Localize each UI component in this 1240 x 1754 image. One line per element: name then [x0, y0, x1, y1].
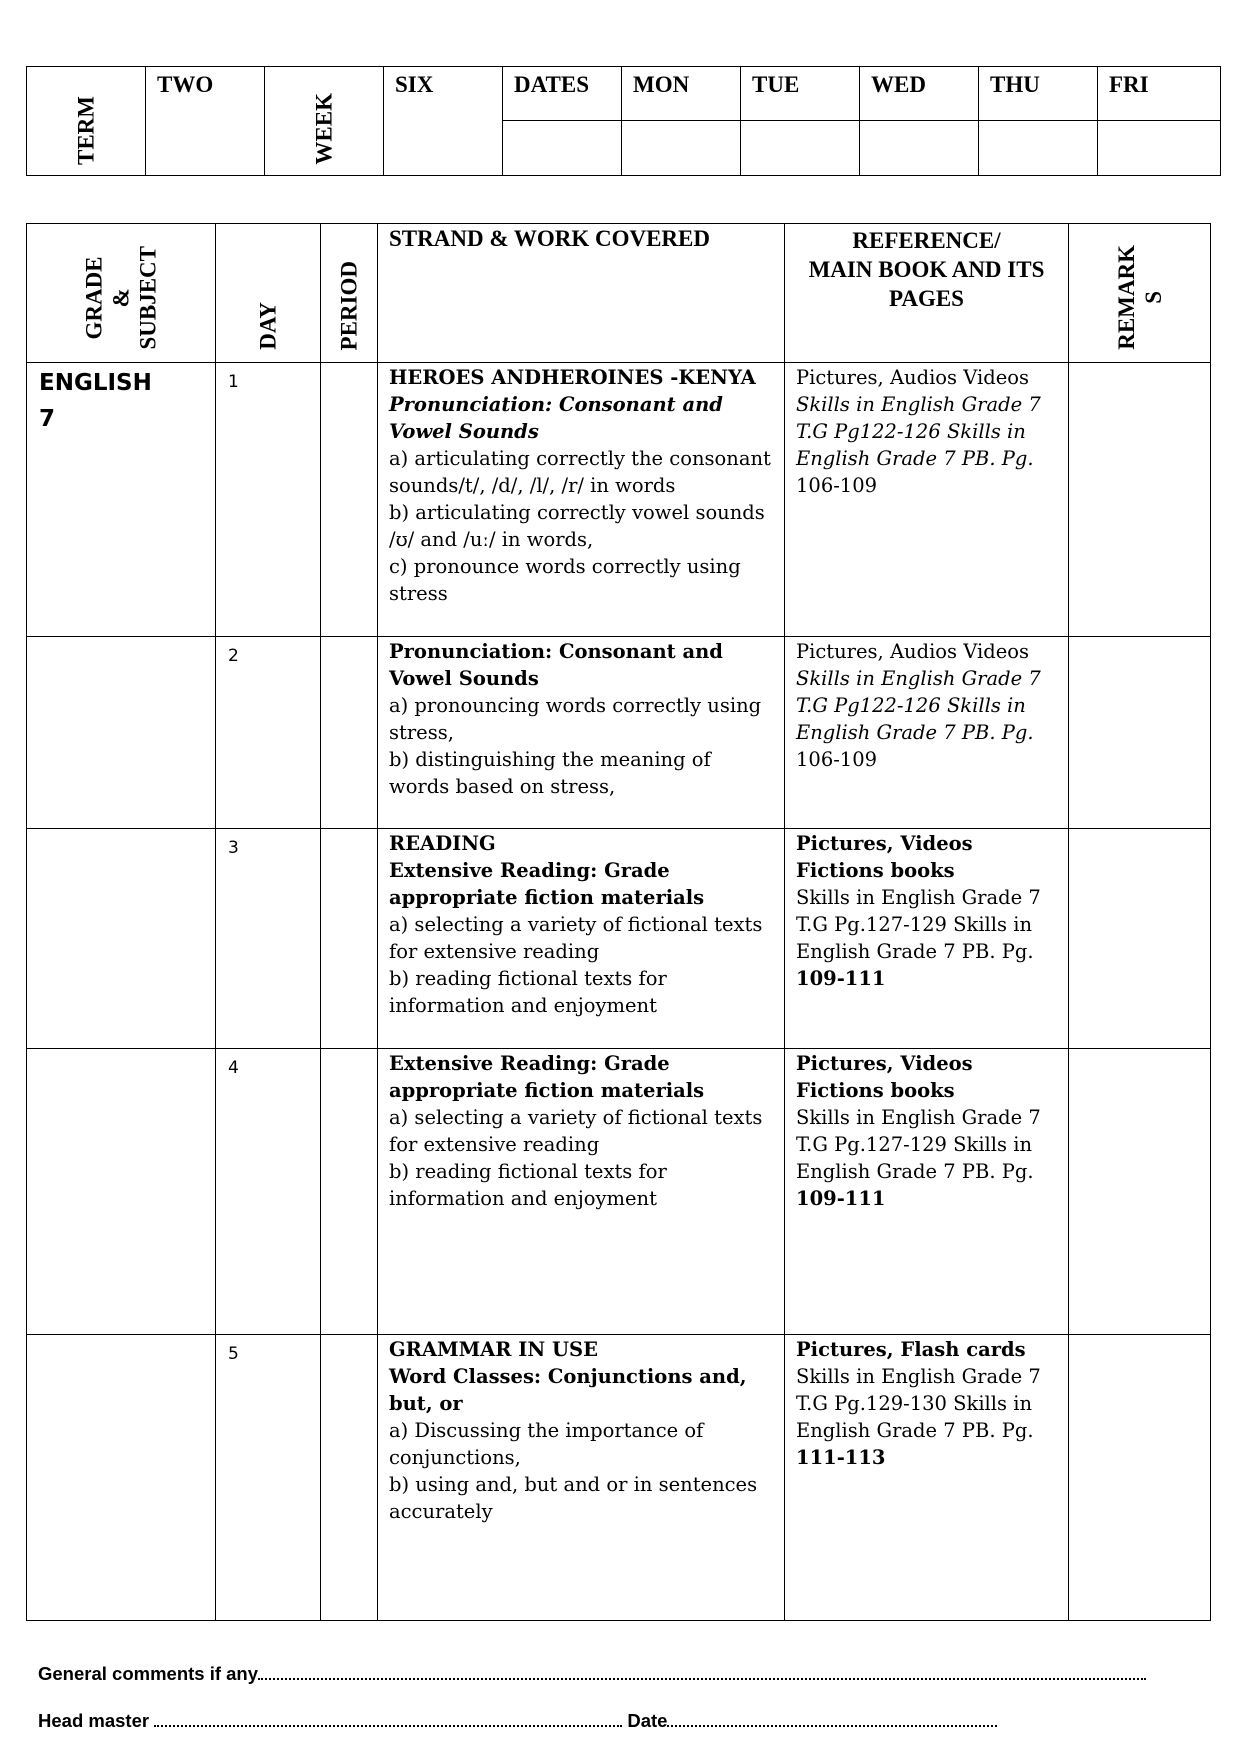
strand-cell: READING Extensive Reading: Grade appropriate fiction materials a) selecting a variety of fictional texts for extensive reading b) reading fictional texts for information and enjoyment: [378, 829, 785, 1049]
table-header-row: [27, 224, 1211, 363]
grade-subject-cell: [27, 1049, 216, 1335]
grade-header-word: GRADE: [81, 256, 107, 340]
day-header: DAY: [216, 224, 321, 363]
period-cell[interactable]: [321, 1049, 378, 1335]
grade-subject-cell: [27, 1335, 216, 1621]
scheme-of-work-table: [26, 223, 1211, 1621]
tue-date-cell[interactable]: [741, 121, 860, 176]
fri-date-cell[interactable]: [1098, 121, 1221, 176]
headmaster-label: Head master: [38, 1710, 150, 1731]
headmaster-signature-field[interactable]: [154, 1711, 622, 1727]
general-comments-label: General comments if any: [38, 1663, 259, 1684]
day-thu-label: THU: [979, 67, 1098, 121]
period-header: PERIOD: [321, 224, 378, 363]
general-comments-line: [38, 1663, 1146, 1685]
table-row: [27, 637, 1211, 829]
remarks-cell[interactable]: [1069, 1335, 1211, 1621]
grade-subject-cell: [27, 363, 216, 637]
headmaster-line: [38, 1710, 997, 1732]
reference-cell: Pictures, Audios Videos Skills in English Grade 7 T.G Pg122-126 Skills in English Grade 7 PB. Pg. 106-109: [785, 637, 1069, 829]
day-number: 2: [216, 637, 321, 829]
ampersand-header-word: &: [108, 288, 134, 308]
reference-cell: Pictures, Videos Fictions books Skills in English Grade 7 T.G Pg.127-129 Skills in English Grade 7 PB. Pg. 109-111: [785, 829, 1069, 1049]
remarks-cell[interactable]: [1069, 637, 1211, 829]
term-week-header-table: [26, 66, 1221, 176]
mon-date-cell[interactable]: [622, 121, 741, 176]
reference-cell: Pictures, Videos Fictions books Skills in English Grade 7 T.G Pg.127-129 Skills in English Grade 7 PB. Pg. 109-111: [785, 1049, 1069, 1335]
term-label: TERM: [73, 96, 99, 165]
grade-subject-header: [27, 224, 216, 363]
date-field[interactable]: [667, 1711, 997, 1727]
term-value: TWO: [146, 67, 265, 176]
period-cell[interactable]: [321, 363, 378, 637]
day-fri-label: FRI: [1098, 67, 1221, 121]
table-row: [27, 829, 1211, 1049]
day-number: 4: [216, 1049, 321, 1335]
thu-date-cell[interactable]: [979, 121, 1098, 176]
day-number: 3: [216, 829, 321, 1049]
subject-name: ENGLISH: [39, 370, 152, 396]
day-mon-label: MON: [622, 67, 741, 121]
period-cell[interactable]: [321, 829, 378, 1049]
term-label-cell: [27, 67, 146, 176]
table-row: [27, 363, 1211, 637]
week-label: WEEK: [311, 93, 337, 165]
remarks-cell[interactable]: [1069, 363, 1211, 637]
reference-cell: Pictures, Audios Videos Skills in English Grade 7 T.G Pg122-126 Skills in English Grade 7 PB. Pg. 106-109: [785, 363, 1069, 637]
strand-cell: GRAMMAR IN USE Word Classes: Conjunctions and, but, or a) Discussing the importance of conjunctions, b) using and, but and or in sentences accurately: [378, 1335, 785, 1621]
strand-cell: Pronunciation: Consonant and Vowel Sounds a) pronouncing words correctly using stress, b) distinguishing the meaning of words based on stress,: [378, 637, 785, 829]
remarks-cell[interactable]: [1069, 1049, 1211, 1335]
day-number: 5: [216, 1335, 321, 1621]
strand-cell: Extensive Reading: Grade appropriate fiction materials a) selecting a variety of fictional texts for extensive reading b) reading fictional texts for information and enjoyment: [378, 1049, 785, 1335]
subject-header-word: SUBJECT: [135, 246, 161, 350]
remarks-cell[interactable]: [1069, 829, 1211, 1049]
table-row: [27, 1049, 1211, 1335]
reference-header: REFERENCE/ MAIN BOOK AND ITS PAGES: [785, 224, 1069, 363]
day-number: 1: [216, 363, 321, 637]
day-wed-label: WED: [860, 67, 979, 121]
grade-subject-cell: [27, 637, 216, 829]
strand-cell: HEROES ANDHEROINES -KENYA Pronunciation: Consonant and Vowel Sounds a) articulating correctly the consonant sounds/t/, /d/, /l/, /r/ in words b) articulating correctly vowel sounds /ʊ/ and /uː/ in words, c) pronounce words correctly using stress: [378, 363, 785, 637]
dates-label: DATES: [503, 67, 622, 121]
table-row: [27, 1335, 1211, 1621]
period-cell[interactable]: [321, 1335, 378, 1621]
reference-cell: Pictures, Flash cards Skills in English Grade 7 T.G Pg.129-130 Skills in English Grade 7 PB. Pg. 111-113: [785, 1335, 1069, 1621]
period-cell[interactable]: [321, 637, 378, 829]
wed-date-cell[interactable]: [860, 121, 979, 176]
week-value: SIX: [384, 67, 503, 176]
week-label-cell: [265, 67, 384, 176]
strand-header: STRAND & WORK COVERED: [378, 224, 785, 363]
grade-subject-cell: [27, 829, 216, 1049]
dates-blank-cell[interactable]: [503, 121, 622, 176]
day-tue-label: TUE: [741, 67, 860, 121]
grade-number: 7: [39, 406, 56, 432]
date-label: Date: [627, 1710, 668, 1731]
general-comments-field[interactable]: [258, 1664, 1146, 1680]
remarks-header: REMARK S: [1069, 224, 1211, 363]
